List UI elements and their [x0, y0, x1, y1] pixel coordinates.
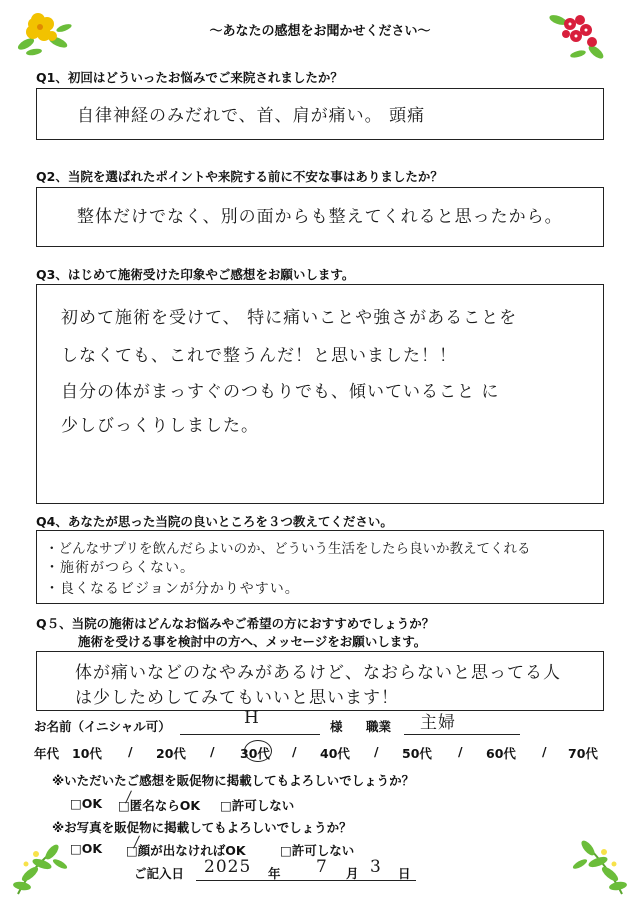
- q4-answer-line: ・どんなサプリを飲んだらよいのか、どういう生活をしたら良いか教えてくれる: [45, 541, 531, 557]
- date-line: [196, 880, 416, 881]
- age-separator: /: [374, 744, 379, 759]
- q5-question-sub: 施術を受ける事を検討中の方へ、メッセージをお願いします。: [78, 634, 427, 649]
- form-title: ～あなたの感想をお聞かせください～: [209, 24, 431, 39]
- date-day: 3: [370, 857, 382, 877]
- q5-answer-line: 体が痛いなどのなやみがあるけど、なおらないと思ってる人: [75, 663, 561, 683]
- age-separator: /: [210, 744, 215, 759]
- q2-answer-box: [36, 187, 604, 247]
- q4-question: Q4、あなたが思った当院の良いところを３つ教えてください。: [36, 514, 393, 529]
- name-honorific: 様: [330, 719, 343, 734]
- q4-answer-box: [36, 530, 604, 604]
- consent1-option-ok[interactable]: □OK: [70, 796, 103, 811]
- consent1-option-deny[interactable]: □許可しない: [220, 798, 295, 813]
- q5-question: Q５、当院の施術はどんなお悩みやご希望の方におすすめでしょうか？: [36, 616, 435, 631]
- q4-answer-line: ・施術がつらくない。: [45, 560, 195, 576]
- q5-answer-line: は少しためしてみてもいいと思います！: [75, 688, 399, 708]
- occupation-label: 職業: [366, 719, 392, 734]
- q4-answer-line: ・良くなるビジョンが分かりやすい。: [45, 581, 300, 597]
- q1-answer-box: [36, 88, 604, 140]
- date-day-unit: 日: [398, 866, 411, 881]
- q3-question: Q3、はじめて施術受けた印象やご感想をお願いします。: [36, 267, 355, 282]
- consent2-question: ※お写真を販促物に掲載してもよろしいでしょうか？: [52, 820, 352, 835]
- age-option: 70代: [568, 746, 598, 761]
- leaf-decoration-bottom-right-icon: [566, 830, 632, 898]
- name-label: お名前（イニシャル可）: [34, 719, 171, 734]
- date-year-unit: 年: [268, 866, 281, 881]
- age-selected-circle: [244, 740, 272, 762]
- age-label: 年代: [34, 746, 60, 761]
- q1-answer: 自律神経のみだれで、首、肩が痛い。 頭痛: [77, 106, 426, 126]
- age-option: 50代: [402, 746, 432, 761]
- q2-answer: 整体だけでなく、別の面からも整えてくれると思ったから。: [77, 207, 563, 227]
- consent1-question: ※いただいたご感想を販促物に掲載してもよろしいでしょうか？: [52, 773, 415, 788]
- q5-answer-box: [36, 651, 604, 711]
- age-option: 20代: [156, 746, 186, 761]
- date-month-unit: 月: [346, 866, 359, 881]
- q3-answer-box: [36, 284, 604, 504]
- name-line: [180, 734, 320, 735]
- q1-question: Q1、初回はどういったお悩みでご来院されましたか？: [36, 70, 343, 85]
- q3-answer-line: 少しびっくりしました。: [61, 416, 259, 436]
- age-option: 40代: [320, 746, 350, 761]
- consent2-option-no-face[interactable]: □顔が出なければOK: [126, 843, 246, 858]
- q3-answer-line: 初めて施術を受けて、 特に痛いことや強さがあることを: [61, 308, 518, 328]
- q2-question: Q2、当院を選ばれたポイントや来院する前に不安な事はありましたか？: [36, 169, 443, 184]
- consent2-option-deny[interactable]: □許可しない: [280, 843, 355, 858]
- date-month: 7: [316, 857, 328, 877]
- occupation-line: [404, 734, 520, 735]
- q3-answer-line: 自分の体がまっすぐのつもりでも、傾いていること に: [61, 382, 500, 402]
- occupation-value: 主婦: [420, 713, 456, 733]
- date-label: ご記入日: [134, 866, 185, 881]
- age-separator: /: [458, 744, 463, 759]
- age-option: 60代: [486, 746, 516, 761]
- consent2-option-ok[interactable]: □OK: [70, 841, 103, 856]
- date-year: 2025: [204, 857, 252, 877]
- age-separator: /: [542, 744, 547, 759]
- q3-answer-line: しなくても、これで整うんだ！と思いました！！: [61, 346, 457, 366]
- age-separator: /: [292, 744, 297, 759]
- age-option-selected: 30代: [240, 746, 270, 761]
- name-value: H: [244, 708, 260, 728]
- age-option: 10代: [72, 746, 102, 761]
- age-separator: /: [128, 744, 133, 759]
- consent1-option-anonymous[interactable]: □匿名ならOK: [118, 798, 201, 813]
- leaf-decoration-bottom-left-icon: [8, 834, 78, 898]
